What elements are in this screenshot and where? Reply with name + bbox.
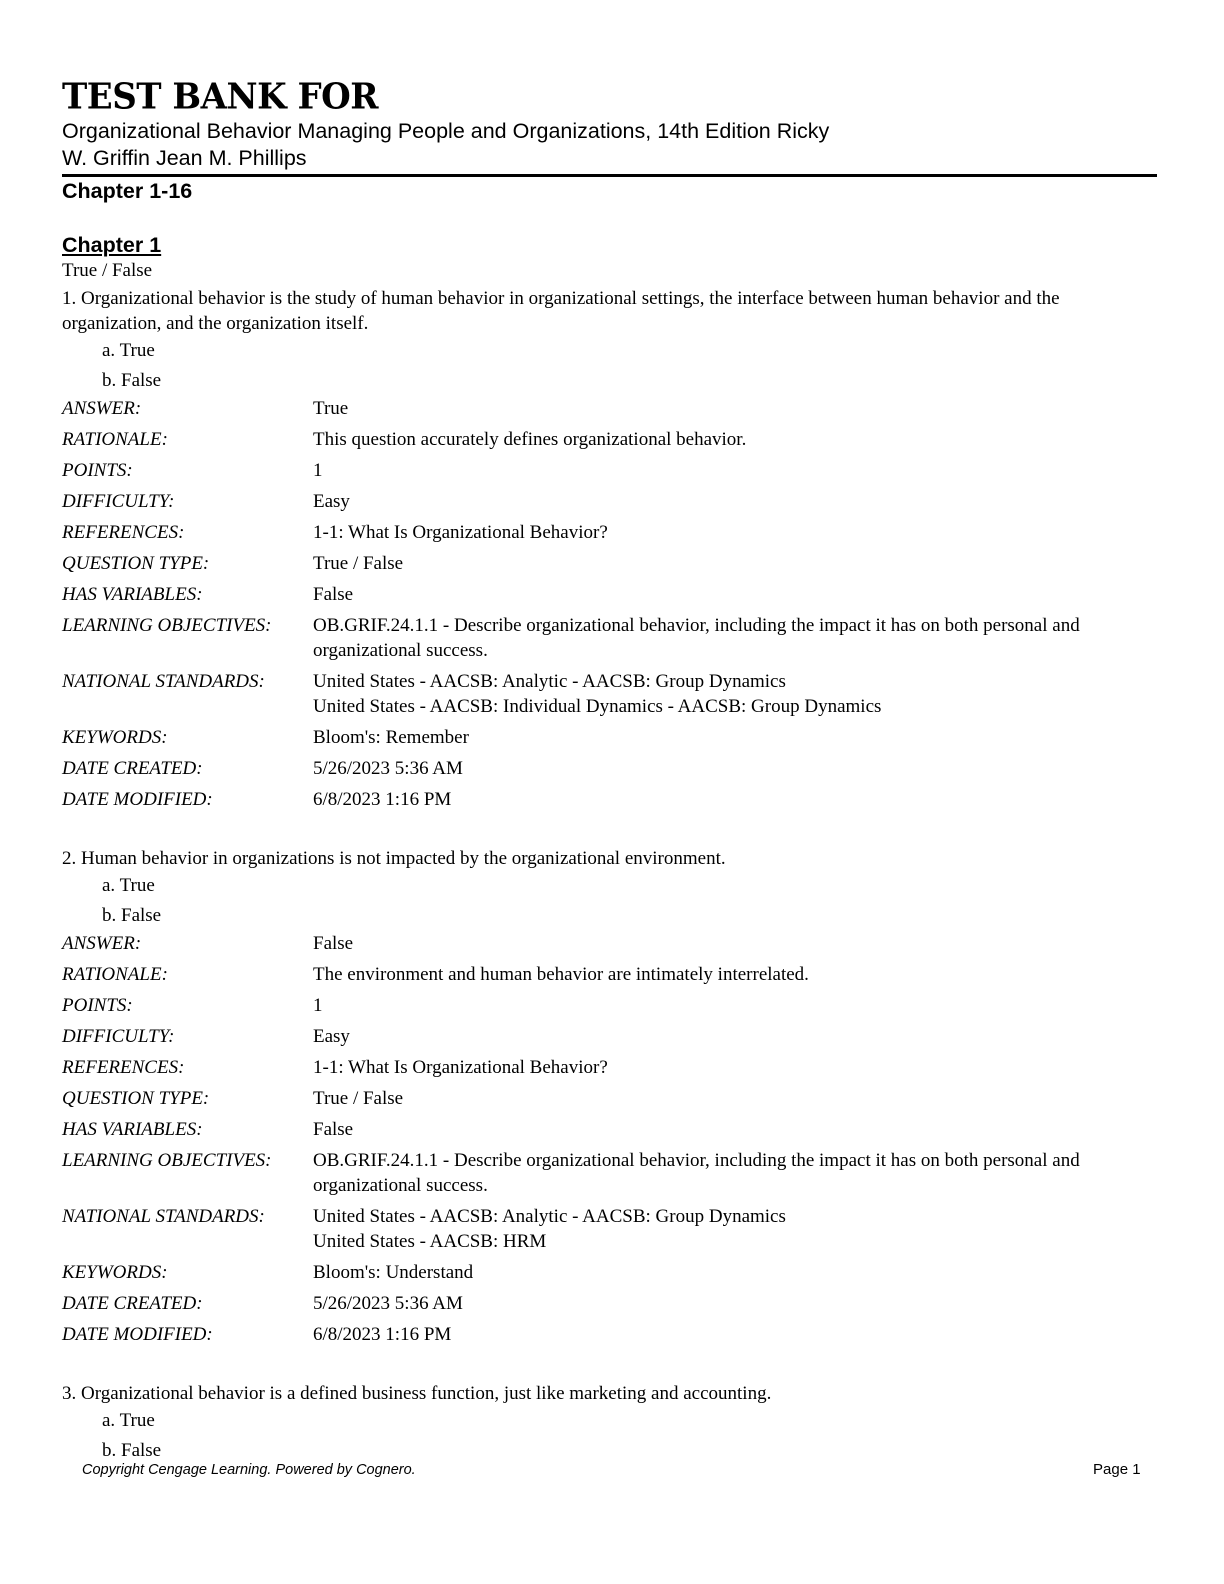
answer-option: b. False [102,370,162,391]
meta-label: ANSWER: [62,933,142,954]
chapter-heading: Chapter 1 [62,233,162,257]
meta-value: The environment and human behavior are intimately interrelated. [313,964,809,985]
meta-value [313,669,1162,725]
date-modified-row [62,787,1162,818]
question-type-row [62,1086,1162,1117]
answer-option: a. True [102,875,155,896]
meta-label: HAS VARIABLES: [62,1119,203,1140]
meta-label: DIFFICULTY: [62,491,175,512]
learning-objectives-row [62,1148,1162,1204]
meta-value [313,1204,1162,1260]
section-type-label: True / False [62,260,153,281]
meta-label: DATE CREATED: [62,758,203,779]
subtitle-line-1: Organizational Behavior Managing People and Organizations, 14th Edition Ricky [62,119,830,143]
meta-label: LEARNING OBJECTIVES: [62,1150,272,1171]
meta-value: False [313,584,354,605]
rationale-row [62,962,1162,993]
meta-value: 1-1: What Is Organizational Behavior? [313,1057,608,1078]
document-title: TEST BANK FOR [62,76,379,119]
national-standards-row [62,1204,1162,1260]
difficulty-row [62,1024,1162,1055]
keywords-row [62,1260,1162,1291]
meta-label: KEYWORDS: [62,727,168,748]
date-created-row [62,756,1162,787]
meta-label: ANSWER: [62,398,142,419]
meta-label: REFERENCES: [62,1057,185,1078]
references-row [62,520,1162,551]
header-divider [62,174,1157,177]
meta-label: KEYWORDS: [62,1262,168,1283]
meta-label: QUESTION TYPE: [62,553,210,574]
meta-value: 1 [313,460,323,481]
meta-value: 6/8/2023 1:16 PM [313,1324,452,1345]
date-created-row [62,1291,1162,1322]
meta-label: RATIONALE: [62,429,168,450]
question-item [62,1379,1162,1466]
meta-label: LEARNING OBJECTIVES: [62,615,272,636]
date-modified-row [62,1322,1162,1353]
answer-row [62,396,1162,427]
question-stem: 2. Human behavior in organizations is not impacted by the organizational environment. [62,848,726,869]
standard-line: United States - AACSB: Individual Dynamics - AACSB: Group Dynamics [313,696,882,717]
subtitle-line-2: W. Griffin Jean M. Phillips [62,146,307,170]
standard-line: United States - AACSB: Analytic - AACSB: Group Dynamics [313,671,786,692]
meta-label: POINTS: [62,995,133,1016]
question-list [62,258,1162,1466]
meta-value: False [313,933,354,954]
answer-option: a. True [102,340,155,361]
meta-value: Bloom's: Understand [313,1262,474,1283]
national-standards-row [62,669,1162,725]
meta-value: 1 [313,995,323,1016]
question-stem: 1. Organizational behavior is the study of human behavior in organizational settings, the interface between human behavior and the organization, and the organization itself. [62,288,1060,334]
meta-value: True / False [313,1088,404,1109]
page-number: Page 1 [1093,1461,1141,1478]
answer-row [62,931,1162,962]
meta-value: 1-1: What Is Organizational Behavior? [313,522,608,543]
learning-objectives-row [62,613,1162,669]
answer-option: b. False [102,905,162,926]
book-subtitle [62,118,962,172]
meta-label: DATE MODIFIED: [62,789,213,810]
meta-value: 5/26/2023 5:36 AM [313,1293,463,1314]
answer-option: a. True [102,1410,155,1431]
question-item [62,844,1162,1353]
has-variables-row [62,1117,1162,1148]
meta-value: True [313,398,349,419]
meta-value: OB.GRIF.24.1.1 - Describe organizational behavior, including the impact it has on both personal and organizational success. [313,1150,1080,1196]
question-item [62,284,1162,818]
meta-value: OB.GRIF.24.1.1 - Describe organizational behavior, including the impact it has on both personal and organizational success. [313,615,1080,661]
question-stem: 3. Organizational behavior is a defined business function, just like marketing and accounting. [62,1383,772,1404]
copyright-footer: Copyright Cengage Learning. Powered by Cognero. [82,1462,416,1478]
meta-value: 5/26/2023 5:36 AM [313,758,463,779]
meta-label: DIFFICULTY: [62,1026,175,1047]
meta-value: This question accurately defines organizational behavior. [313,429,747,450]
keywords-row [62,725,1162,756]
difficulty-row [62,489,1162,520]
meta-value: False [313,1119,354,1140]
points-row [62,993,1162,1024]
meta-value: Easy [313,1026,350,1047]
meta-label: REFERENCES: [62,522,185,543]
answer-option: b. False [102,1440,162,1461]
references-row [62,1055,1162,1086]
standard-line: United States - AACSB: HRM [313,1231,547,1252]
rationale-row [62,427,1162,458]
meta-label: RATIONALE: [62,964,168,985]
meta-label: DATE CREATED: [62,1293,203,1314]
meta-value: True / False [313,553,404,574]
meta-label: POINTS: [62,460,133,481]
meta-label: NATIONAL STANDARDS: [62,1206,265,1227]
meta-label: HAS VARIABLES: [62,584,203,605]
meta-label: QUESTION TYPE: [62,1088,210,1109]
chapter-range: Chapter 1-16 [62,179,193,203]
meta-label: DATE MODIFIED: [62,1324,213,1345]
meta-value: Easy [313,491,350,512]
meta-value: 6/8/2023 1:16 PM [313,789,452,810]
points-row [62,458,1162,489]
question-type-row [62,551,1162,582]
meta-label: NATIONAL STANDARDS: [62,671,265,692]
has-variables-row [62,582,1162,613]
meta-value: Bloom's: Remember [313,727,469,748]
standard-line: United States - AACSB: Analytic - AACSB: Group Dynamics [313,1206,786,1227]
